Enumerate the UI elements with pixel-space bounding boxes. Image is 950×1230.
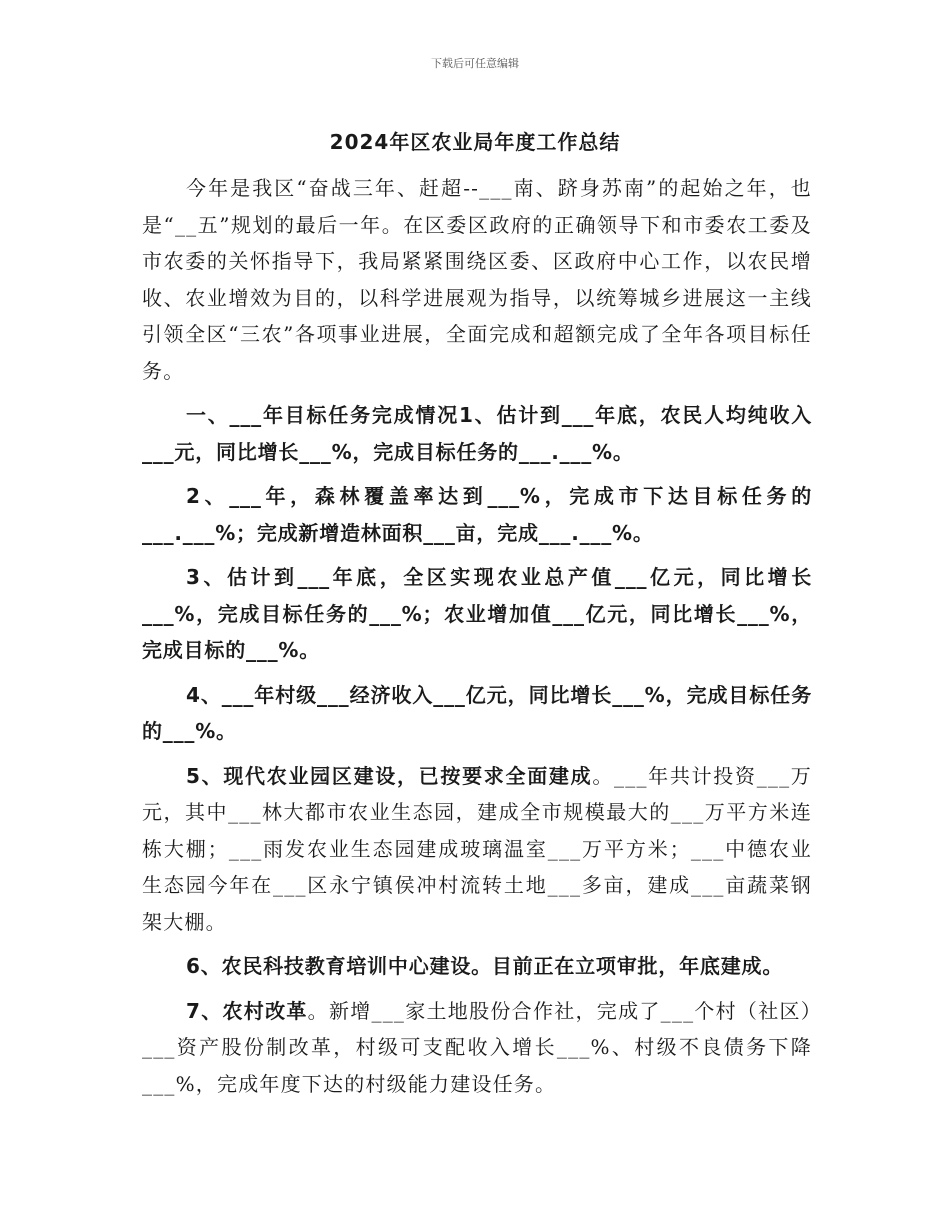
document-title: 2024年区农业局年度工作总结 <box>329 130 621 154</box>
item-7-heading: 7、农村改革 <box>186 998 308 1023</box>
paragraph-item-2: 2、___年，森林覆盖率达到___%，完成市下达目标任务的___.___%；完成新增造林面积___亩，完成___.___%。 <box>142 484 812 545</box>
paragraph-item-3: 3、估计到___年底，全区实现农业总产值___亿元，同比增长___%，完成目标任务的___%；农业增加值___亿元，同比增长___%，完成目标的___%。 <box>142 565 812 662</box>
item-7-text: 。新增___家土地股份合作社，完成了___个村（社区）___资产股份制改革，村级可支配收入增长___%、村级不良债务下降___%，完成年度下达的村级能力建设任务。 <box>142 998 812 1096</box>
paragraph-intro: 今年是我区“奋战三年、赶超--___南、跻身苏南”的起始之年，也是“__五”规划的最后一年。在区委区政府的正确领导下和市委农工委及市农委的关怀指导下，我局紧紧围绕区委、区政府中心工作，以农民增收、农业增效为目的，以科学进展观为指导，以统筹城乡进展这一主线引领全区“三农”各项事业进展，全面完成和超额完成了全年各项目标任务。 <box>142 176 812 383</box>
item-5-heading: 5、现代农业园区建设，已按要求全面建成 <box>186 763 593 788</box>
header-note: 下载后可任意编辑 <box>431 57 519 70</box>
paragraph-item-4: 4、___年村级___经济收入___亿元，同比增长___%，完成目标任务的___%。 <box>142 682 812 743</box>
paragraph-item-6: 6、农民科技教育培训中心建设。目前正在立项审批，年底建成。 <box>186 954 784 978</box>
paragraph-item-5 <box>142 758 812 941</box>
item-5-text: 。___年共计投资___万元，其中___林大都市农业生态园，建成全市规模最大的___万平方米连栋大棚；___雨发农业生态园建成玻璃温室___万平方米；___中德农业生态园今年在___区永宁镇侯冲村流转土地___多亩，建成___亩蔬菜钢架大棚。 <box>142 763 812 934</box>
document-body <box>142 170 812 1110</box>
paragraph-section-1: 一、___年目标任务完成情况1、估计到___年底，农民人均纯收入___元，同比增长___%，完成目标任务的___.___%。 <box>142 403 812 464</box>
paragraph-item-7 <box>142 993 812 1103</box>
